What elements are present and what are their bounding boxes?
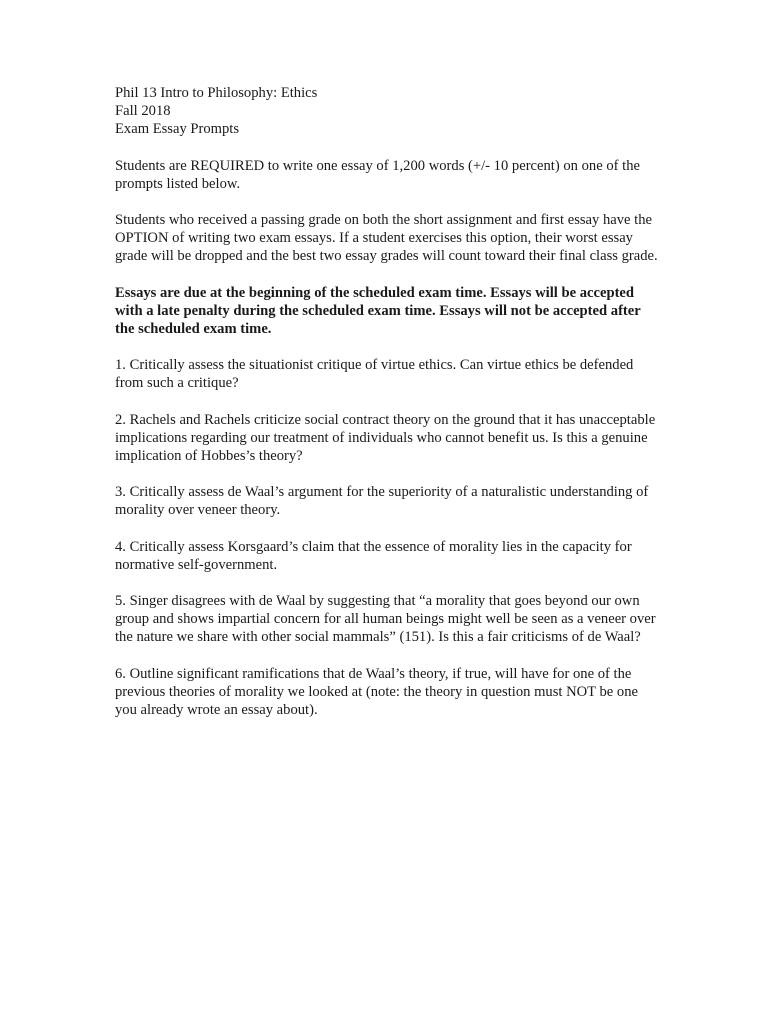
prompt-item: 3. Critically assess de Waal’s argument for the superiority of a naturalistic understanding of morality over veneer theory. — [115, 484, 649, 519]
document-body — [115, 84, 660, 719]
document-title: Exam Essay Prompts — [115, 121, 240, 138]
term-label: Fall 2018 — [115, 103, 171, 120]
prompt-item: 1. Critically assess the situationist critique of virtue ethics. Can virtue ethics be defended from such a critique? — [115, 357, 634, 392]
document-header — [115, 84, 660, 139]
deadline-paragraph: Essays are due at the beginning of the scheduled exam time. Essays will be accepted with a late penalty during the scheduled exam time. Essays will not be accepted after the scheduled exam time. — [115, 284, 641, 338]
option-paragraph: Students who received a passing grade on both the short assignment and first essay have the OPTION of writing two exam essays. If a student exercises this option, their worst essay grade will be dropped and the best two essay grades will count toward their final class grade. — [115, 212, 658, 265]
prompt-item: 6. Outline significant ramifications that de Waal’s theory, if true, will have for one of the previous theories of morality we looked at (note: the theory in question must NOT be one you already wrote an essay about). — [115, 665, 638, 719]
prompt-item: 5. Singer disagrees with de Waal by suggesting that “a morality that goes beyond our own group and shows impartial concern for all human beings might well be seen as a veneer over the nature we share with other social mammals” (151). Is this a fair criticisms of de Waal? — [115, 593, 656, 646]
prompt-item: 2. Rachels and Rachels criticize social contract theory on the ground that it has unacceptable implications regarding our treatment of individuals who cannot benefit us. Is this a genuine implication of Hobbes’s theory? — [115, 411, 656, 465]
requirement-paragraph: Students are REQUIRED to write one essay of 1,200 words (+/- 10 percent) on one of the prompts listed below. — [115, 157, 640, 192]
prompt-item: 4. Critically assess Korsgaard’s claim that the essence of morality lies in the capacity for normative self-government. — [115, 538, 632, 573]
course-title: Phil 13 Intro to Philosophy: Ethics — [115, 85, 318, 101]
